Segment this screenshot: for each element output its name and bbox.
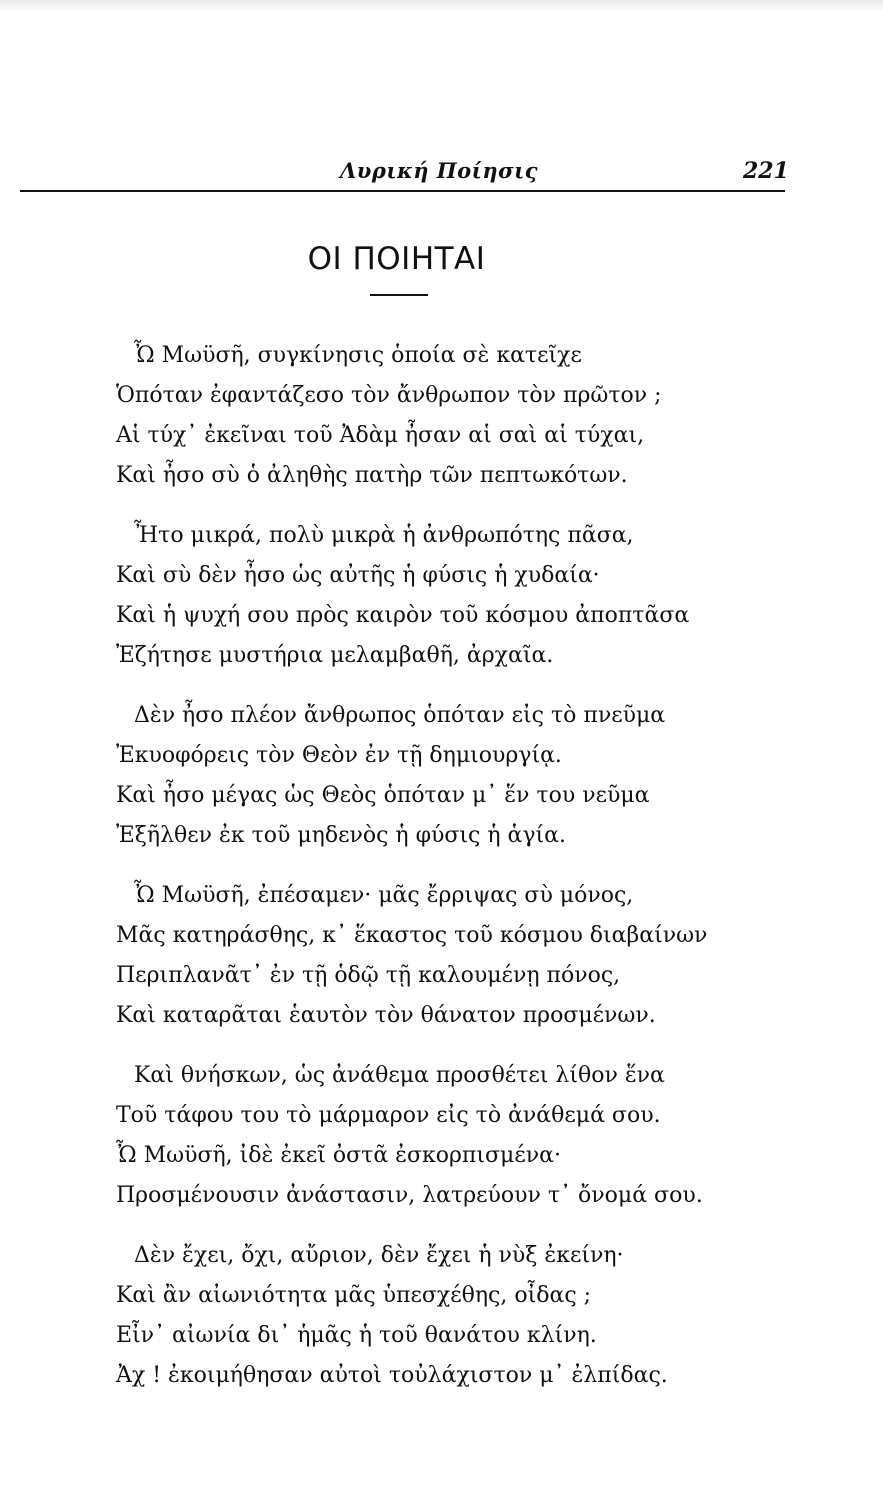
page-top-edge bbox=[0, 0, 883, 12]
poem-line: Περιπλανᾶτ᾽ ἐν τῇ ὁδῷ τῇ καλουμένῃ πόνος, bbox=[116, 963, 621, 988]
poem-line: Καὶ ἦσο σὺ ὁ ἀληθὴς πατὴρ τῶν πεπτωκότων. bbox=[116, 463, 628, 488]
poem-line: Ὦ Μωϋσῆ, ἰδὲ ἐκεῖ ὀστᾶ ἐσκορπισμένα· bbox=[116, 1143, 561, 1168]
poem-line: Ὁπόταν ἐφαντάζεσο τὸν ἄνθρωπον τὸν πρῶτον ; bbox=[116, 383, 662, 408]
stanza bbox=[0, 336, 883, 496]
poem-line: Τοῦ τάφου του τὸ μάρμαρον εἰς τὸ ἀνάθεμά σου. bbox=[116, 1103, 661, 1128]
poem-line: Ἐξῆλθεν ἐκ τοῦ μηδενὸς ἡ φύσις ἡ ἁγία. bbox=[116, 823, 566, 848]
poem-line: Ἀχ ! ἐκοιμήθησαν αὐτοὶ τοὐλάχιστον μ᾽ ἐλπίδας. bbox=[116, 1363, 668, 1388]
stanza bbox=[0, 1236, 883, 1396]
poem-line: Καὶ θνήσκων, ὡς ἀνάθεμα προσθέτει λίθον ἕνα bbox=[134, 1063, 665, 1088]
poem-line: Ἦτο μικρά, πολὺ μικρὰ ἡ ἀνθρωπότης πᾶσα, bbox=[134, 523, 634, 548]
stanza bbox=[0, 696, 883, 856]
poem-line: Αἱ τύχ᾽ ἐκεῖναι τοῦ Ἀδὰμ ἦσαν αἱ σαὶ αἱ τύχαι, bbox=[116, 423, 645, 448]
title-rule bbox=[370, 294, 428, 296]
poem-line: Ἐζήτησε μυστήρια μελαμβαθῆ, ἀρχαῖα. bbox=[116, 643, 554, 668]
running-header bbox=[0, 152, 883, 186]
poem-body bbox=[0, 336, 883, 1416]
poem-line: Προσμένουσιν ἀνάστασιν, λατρεύουν τ᾽ ὄνομά σου. bbox=[116, 1183, 703, 1208]
page-number: 221 bbox=[743, 158, 789, 184]
poem-title: ΟΙ ΠΟΙΗΤΑΙ bbox=[307, 240, 486, 277]
poem-line: Καὶ ἡ ψυχή σου πρὸς καιρὸν τοῦ κόσμου ἀποπτᾶσα bbox=[116, 603, 690, 628]
poem-line: Δὲν ἔχει, ὄχι, αὔριον, δὲν ἔχει ἡ νὺξ ἐκείνη· bbox=[134, 1243, 624, 1268]
poem-line: Ὦ Μωϋσῆ, ἐπέσαμεν· μᾶς ἔρριψας σὺ μόνος, bbox=[134, 883, 634, 908]
poem-line: Εἶν᾽ αἰωνία δι᾽ ἡμᾶς ἡ τοῦ θανάτου κλίνη. bbox=[116, 1323, 597, 1348]
header-rule bbox=[20, 190, 785, 192]
poem-line: Μᾶς κατηράσθης, κ᾽ ἕκαστος τοῦ κόσμου διαβαίνων bbox=[116, 923, 708, 948]
poem-line: Καὶ σὺ δὲν ἦσο ὡς αὐτῆς ἡ φύσις ἡ χυδαία· bbox=[116, 563, 600, 588]
poem-line: Καὶ καταρᾶται ἑαυτὸν τὸν θάνατον προσμένων. bbox=[116, 1003, 656, 1028]
running-title: Λυρική Ποίησις bbox=[340, 158, 539, 183]
poem-line: Καὶ ἦσο μέγας ὡς Θεὸς ὁπόταν μ᾽ ἕν του νεῦμα bbox=[116, 783, 650, 808]
stanza bbox=[0, 876, 883, 1036]
stanza bbox=[0, 516, 883, 676]
stanza bbox=[0, 1056, 883, 1216]
poem-line: Ὦ Μωϋσῆ, συγκίνησις ὁποία σὲ κατεῖχε bbox=[134, 343, 582, 368]
poem-line: Δὲν ἦσο πλέον ἄνθρωπος ὁπόταν εἰς τὸ πνεῦμα bbox=[134, 703, 666, 728]
poem-line: Ἐκυοφόρεις τὸν Θεὸν ἐν τῇ δημιουργίᾳ. bbox=[116, 743, 562, 768]
poem-line: Καὶ ἂν αἰωνιότητα μᾶς ὑπεσχέθης, οἶδας ; bbox=[116, 1283, 592, 1308]
